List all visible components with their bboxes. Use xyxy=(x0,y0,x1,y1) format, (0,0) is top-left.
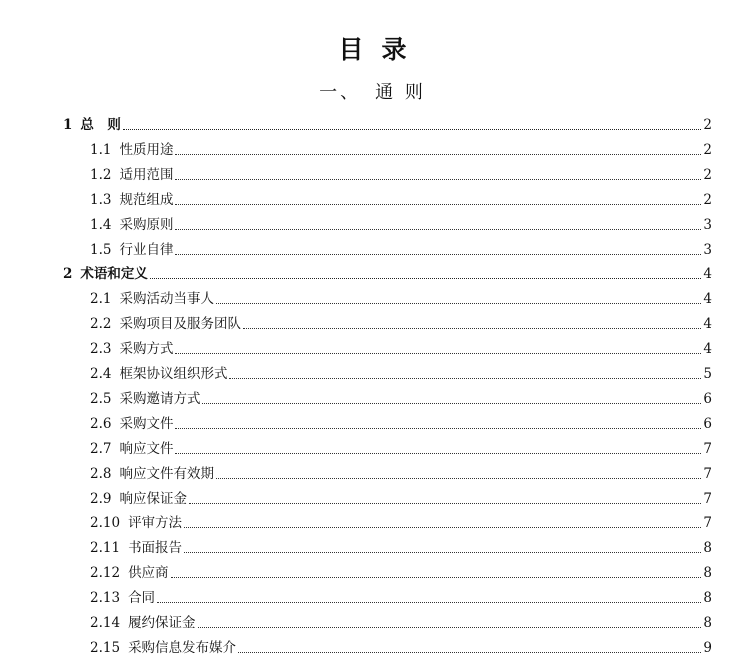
section-number: 一、 xyxy=(319,82,362,103)
toc-entry-number: 2.13 xyxy=(90,590,121,606)
toc-dot-leader xyxy=(150,277,702,279)
toc-entry[interactable] xyxy=(90,163,712,183)
toc-dot-leader xyxy=(184,526,701,528)
toc-entry-page: 2 xyxy=(703,192,712,208)
section-heading xyxy=(0,78,745,104)
toc-dot-leader xyxy=(229,377,701,379)
toc-entry-number: 1.5 xyxy=(90,242,112,258)
toc-entry[interactable] xyxy=(90,188,712,208)
toc-dot-leader xyxy=(175,253,701,255)
toc-entry-number: 2.5 xyxy=(90,391,112,407)
toc-entry[interactable] xyxy=(90,561,712,581)
toc-entry-page: 2 xyxy=(703,117,712,133)
toc-dot-leader xyxy=(175,178,701,180)
toc-entry-number: 2.15 xyxy=(90,640,121,656)
toc-entry[interactable] xyxy=(90,213,712,233)
toc-entry-number: 2.7 xyxy=(90,441,112,457)
toc-entry-page: 2 xyxy=(703,142,712,158)
toc-entry[interactable] xyxy=(90,337,712,357)
toc-entry-number: 2 xyxy=(63,266,73,282)
toc-dot-leader xyxy=(171,576,702,578)
toc-dot-leader xyxy=(216,477,701,479)
toc-dot-leader xyxy=(202,402,701,404)
toc-dot-leader xyxy=(243,327,701,329)
toc-entry-title: 响应保证金 xyxy=(119,491,187,507)
toc-entry-page: 3 xyxy=(703,217,712,233)
toc-dot-leader xyxy=(157,601,701,603)
toc-entry-number: 1.3 xyxy=(90,192,112,208)
toc-entry[interactable] xyxy=(90,536,712,556)
toc-dot-leader xyxy=(175,452,701,454)
toc-entry-number: 2.3 xyxy=(90,341,112,357)
toc-dot-leader xyxy=(184,551,701,553)
toc-entry[interactable] xyxy=(90,387,712,407)
toc-entry-title: 采购项目及服务团队 xyxy=(119,316,241,332)
toc-entry-page: 3 xyxy=(703,242,712,258)
toc-entry[interactable] xyxy=(63,262,712,282)
toc-entry-number: 1 xyxy=(63,117,73,133)
toc-entry-page: 7 xyxy=(703,466,712,482)
toc-dot-leader xyxy=(216,302,701,304)
toc-entry-title: 采购活动当事人 xyxy=(119,291,214,307)
toc-dot-leader xyxy=(123,128,702,130)
toc-entry-title: 采购方式 xyxy=(119,341,174,357)
toc-entry[interactable] xyxy=(90,586,712,606)
toc-entry-number: 2.9 xyxy=(90,491,112,507)
toc-entry[interactable] xyxy=(90,437,712,457)
toc-entry-page: 4 xyxy=(703,291,712,307)
toc-entry[interactable] xyxy=(90,462,712,482)
toc-entry-title: 性质用途 xyxy=(119,142,174,158)
toc-entry[interactable] xyxy=(90,238,712,258)
toc-entry-title: 术语和定义 xyxy=(80,266,148,282)
toc-entry-number: 2.11 xyxy=(90,540,121,556)
toc-entry-number: 2.8 xyxy=(90,466,112,482)
toc-entry-title: 履约保证金 xyxy=(128,615,196,631)
toc-entry-title: 响应文件 xyxy=(119,441,174,457)
toc-entry-number: 2.10 xyxy=(90,515,121,531)
toc-entry[interactable] xyxy=(90,611,712,631)
toc-entry-title: 采购邀请方式 xyxy=(119,391,201,407)
toc-entry-title: 规范组成 xyxy=(119,192,174,208)
toc-entry-page: 7 xyxy=(703,491,712,507)
toc-entry-number: 1.2 xyxy=(90,167,112,183)
toc-entry-number: 1.4 xyxy=(90,217,112,233)
toc-entry[interactable] xyxy=(63,113,712,133)
toc-dot-leader xyxy=(175,228,701,230)
toc-entry-number: 2.12 xyxy=(90,565,121,581)
toc-entry-page: 8 xyxy=(703,565,712,581)
toc-entry-page: 4 xyxy=(703,341,712,357)
toc-dot-leader xyxy=(198,626,702,628)
toc-title: 目录 xyxy=(338,35,425,64)
toc-entry-page: 4 xyxy=(703,266,712,282)
toc-entry-number: 2.4 xyxy=(90,366,112,382)
toc-entry-number: 2.1 xyxy=(90,291,112,307)
toc-entry[interactable] xyxy=(90,312,712,332)
toc-entry-title: 总 则 xyxy=(80,117,121,133)
toc-dot-leader xyxy=(175,427,701,429)
toc-entry[interactable] xyxy=(90,412,712,432)
toc-entry-number: 2.14 xyxy=(90,615,121,631)
toc-entry-title: 框架协议组织形式 xyxy=(119,366,228,382)
toc-entry-title: 行业自律 xyxy=(119,242,174,258)
toc-entry[interactable] xyxy=(90,287,712,307)
toc-dot-leader xyxy=(238,651,701,653)
toc-entry[interactable] xyxy=(90,636,712,656)
toc-dot-leader xyxy=(175,153,701,155)
toc-entry-title: 合同 xyxy=(128,590,156,606)
toc-entry-page: 2 xyxy=(703,167,712,183)
toc-entry-title: 书面报告 xyxy=(128,540,183,556)
toc-entry-page: 6 xyxy=(703,416,712,432)
toc-entry-page: 7 xyxy=(703,441,712,457)
toc-dot-leader xyxy=(175,203,701,205)
toc-entry[interactable] xyxy=(90,511,712,531)
toc-entry-page: 8 xyxy=(703,540,712,556)
toc-entry-title: 采购原则 xyxy=(119,217,174,233)
toc-entry-title: 采购文件 xyxy=(119,416,174,432)
toc-entry-title: 适用范围 xyxy=(119,167,174,183)
toc-entry-page: 9 xyxy=(703,640,712,656)
toc-entry-page: 8 xyxy=(703,615,712,631)
toc-entry-title: 供应商 xyxy=(128,565,169,581)
toc-entry-number: 2.2 xyxy=(90,316,112,332)
toc-entry-title: 评审方法 xyxy=(128,515,183,531)
toc-dot-leader xyxy=(189,502,701,504)
toc-entry-page: 5 xyxy=(703,366,712,382)
toc-entry-number: 2.6 xyxy=(90,416,112,432)
toc-entry-page: 8 xyxy=(703,590,712,606)
toc-entry-number: 1.1 xyxy=(90,142,112,158)
toc-dot-leader xyxy=(175,352,701,354)
toc-entry-page: 7 xyxy=(703,515,712,531)
section-name: 通 则 xyxy=(375,82,426,103)
toc-entry-page: 4 xyxy=(703,316,712,332)
toc-entry[interactable] xyxy=(90,362,712,382)
toc-entry[interactable] xyxy=(90,138,712,158)
toc-entry-title: 响应文件有效期 xyxy=(119,466,214,482)
toc-entry-page: 6 xyxy=(703,391,712,407)
toc-entry[interactable] xyxy=(90,487,712,507)
toc-entry-title: 采购信息发布媒介 xyxy=(128,640,237,656)
